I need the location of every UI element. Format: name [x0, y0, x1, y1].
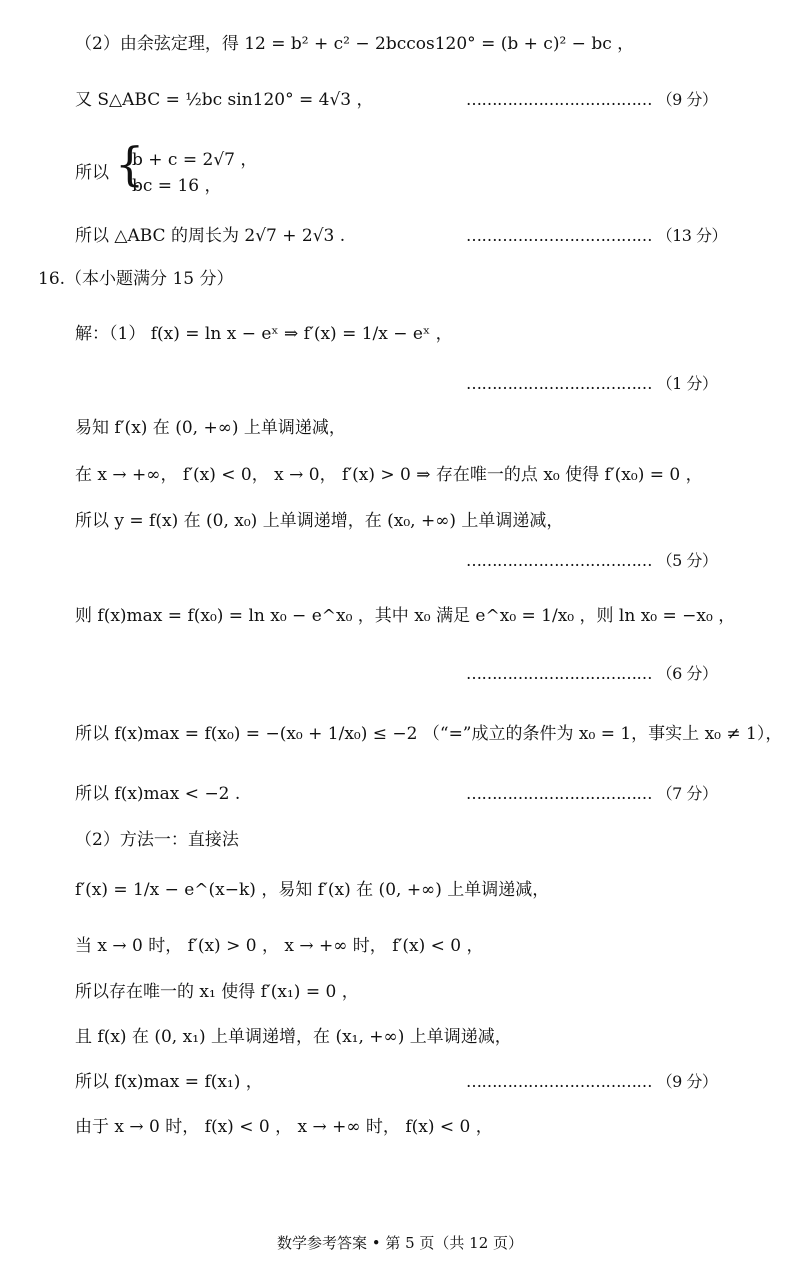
- text-line: 所以 y = f(x) 在 (0, x₀) 上单调递增，在 (x₀, +∞) 上单调递减，: [75, 511, 564, 531]
- system-equations: [132, 147, 257, 199]
- brace-icon: {: [115, 137, 145, 191]
- text-line: （2）方法一：直接法: [75, 830, 239, 850]
- text-line: 所以 f(x)max = f(x₀) = −(x₀ + 1/x₀) ≤ −2 （“=”成立的条件为 x₀ = 1，事实上 x₀ ≠ 1），: [75, 724, 783, 744]
- score-marker: ……………………………… （13 分）: [466, 226, 728, 245]
- text-line: 所以 f(x)max = f(x₁) ，: [75, 1072, 263, 1092]
- equation-line: bc = 16 ，: [132, 176, 222, 196]
- text-line: f′(x) = 1/x − e^(x−k) ，易知 f′(x) 在 (0, +∞) 上单调递减，: [75, 880, 550, 900]
- text-line: 由于 x → 0 时， f(x) < 0 ， x → +∞ 时， f(x) < 0 ，: [75, 1117, 493, 1137]
- text-line: 则 f(x)max = f(x₀) = ln x₀ − e^x₀ ，其中 x₀ 满足 e^x₀ = 1/x₀ ，则 ln x₀ = −x₀ ，: [75, 606, 736, 626]
- score-marker: ……………………………… （9 分）: [466, 90, 718, 109]
- text-line: 在 x → +∞， f′(x) < 0， x → 0， f′(x) > 0 ⇒ 存在唯一的点 x₀ 使得 f′(x₀) = 0 ，: [75, 465, 703, 485]
- score-marker: ……………………………… （9 分）: [466, 1072, 718, 1091]
- page-footer: 数学参考答案 • 第 5 页（共 12 页）: [276, 1234, 524, 1252]
- text-line: 所以 △ABC 的周长为 2√7 + 2√3 .: [75, 226, 346, 246]
- text-line: 又 S△ABC = ½bc sin120° = 4√3 ，: [75, 90, 374, 110]
- text-line: 所以 f(x)max < −2 .: [75, 784, 241, 804]
- score-marker: ……………………………… （1 分）: [466, 374, 718, 393]
- text-line: 易知 f′(x) 在 (0, +∞) 上单调递减，: [75, 418, 346, 438]
- score-marker: ……………………………… （7 分）: [466, 784, 718, 803]
- text-line: （2）由余弦定理，得 12 = b² + c² − 2bccos120° = (b + c)² − bc ，: [75, 34, 635, 54]
- equation-system: [75, 137, 375, 203]
- text-line: 且 f(x) 在 (0, x₁) 上单调递增，在 (x₁, +∞) 上单调递减，: [75, 1027, 512, 1047]
- text-line: 当 x → 0 时， f′(x) > 0 ， x → +∞ 时， f′(x) < 0 ，: [75, 936, 484, 956]
- text-line: 所以存在唯一的 x₁ 使得 f′(x₁) = 0 ，: [75, 982, 359, 1002]
- question-heading: 16.（本小题满分 15 分）: [38, 269, 234, 289]
- text-line: 所以: [75, 163, 109, 183]
- text-line: 解：（1） f(x) = ln x − eˣ ⇒ f′(x) = 1/x − eˣ ，: [75, 324, 453, 344]
- score-marker: ……………………………… （5 分）: [466, 551, 718, 570]
- score-marker: ……………………………… （6 分）: [466, 664, 718, 683]
- equation-line: b + c = 2√7 ，: [132, 150, 258, 170]
